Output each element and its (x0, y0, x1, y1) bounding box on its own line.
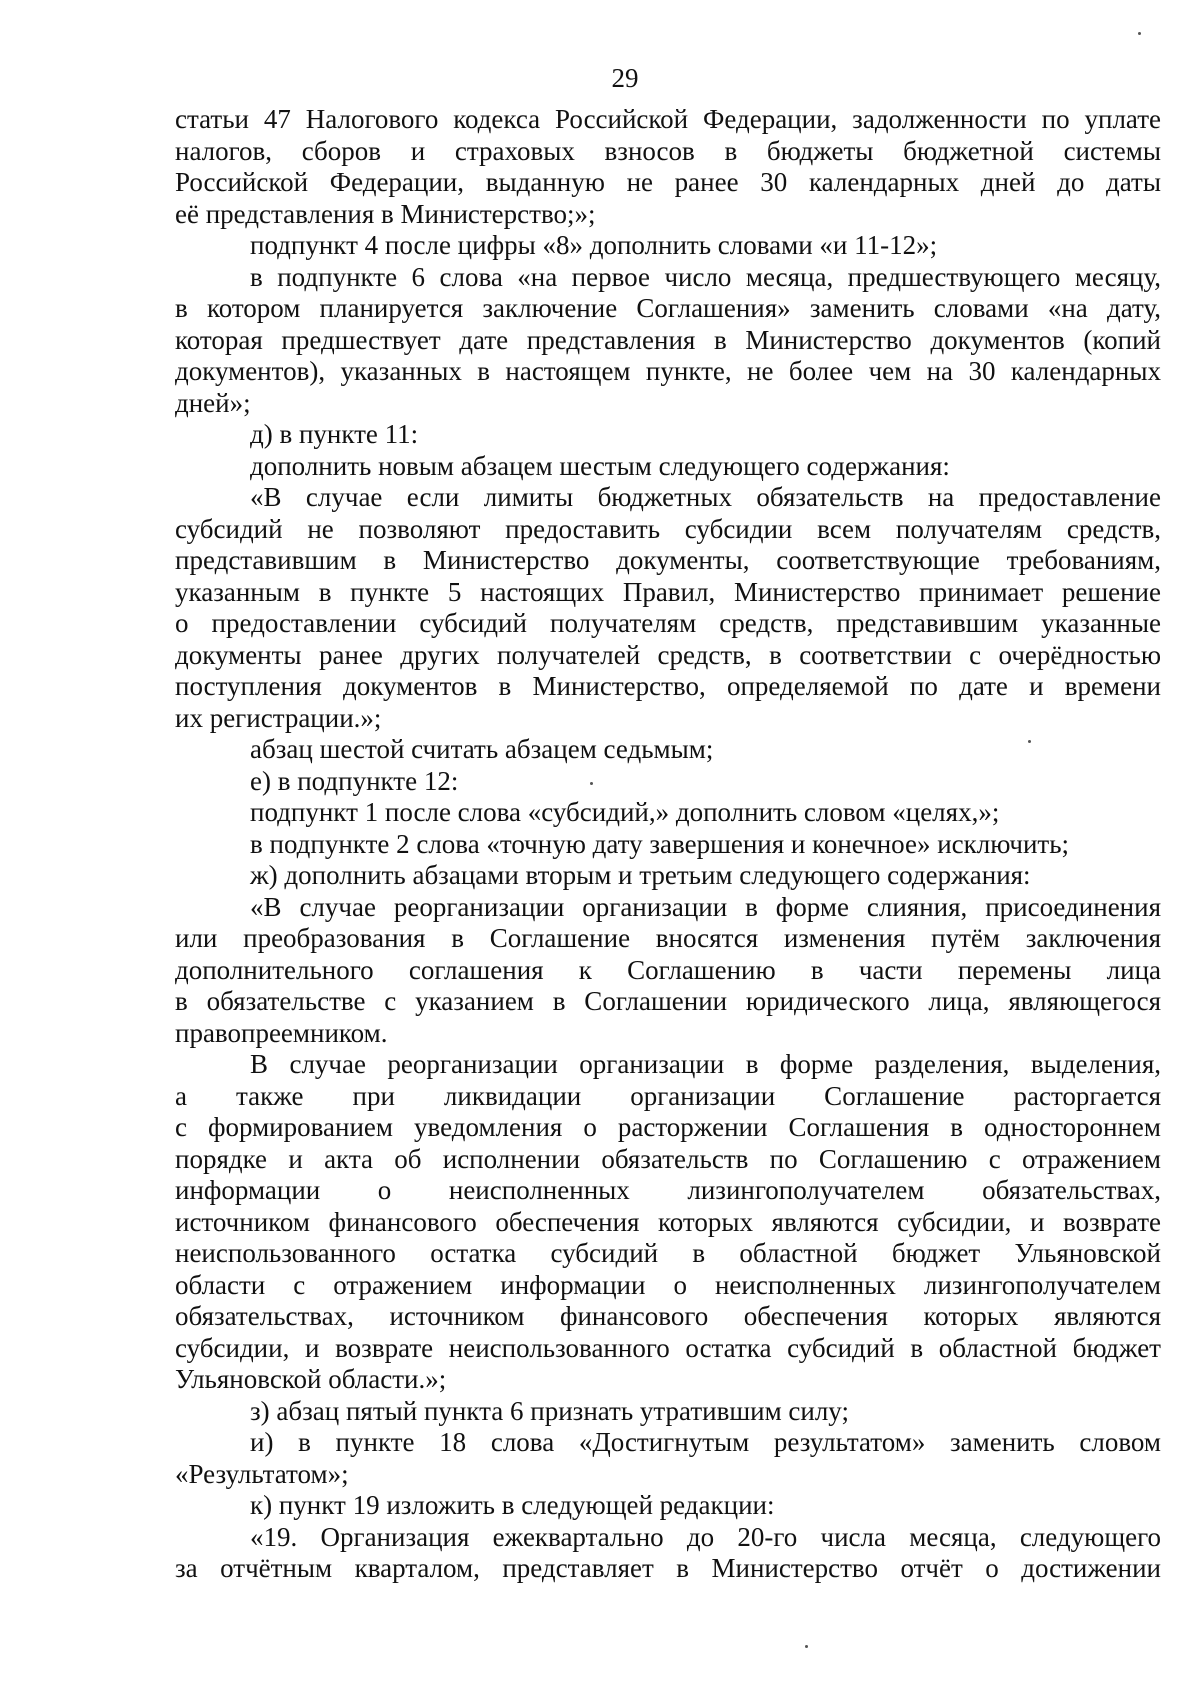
text-line: в обязательстве с указанием в Соглашении юридического лица, являющегося (175, 986, 1161, 1016)
text-line: «19. Организация ежеквартально до 20-го числа месяца, следующего (250, 1521, 1161, 1552)
text-line: дней»; (175, 387, 251, 418)
page-number: 29 (611, 63, 639, 93)
text-line: субсидий не позволяют предоставить субсидии всем получателям средств, (175, 513, 1161, 544)
document-body (175, 104, 1161, 1585)
text-line: д) в пункте 11: (250, 419, 419, 449)
text-line: абзац шестой считать абзацем седьмым; (250, 734, 714, 764)
text-line: порядке и акта об исполнении обязательств по Соглашению с отражением (175, 1143, 1161, 1174)
text-line: указанным в пункте 5 настоящих Правил, Министерство принимает решение (175, 576, 1161, 607)
text-line: е) в подпункте 12: (250, 765, 459, 796)
text-line: о предоставлении субсидий получателям средств, представившим указанные (175, 608, 1161, 638)
text-line: подпункт 1 после слова «субсидий,» дополнить словом «целях,»; (250, 797, 1000, 827)
scan-speck (590, 782, 593, 785)
text-line: субсидии, и возврате неиспользованного остатка субсидий в областной бюджет (175, 1332, 1161, 1363)
text-line: информации о неисполненных лизингополучателем обязательствах, (175, 1175, 1161, 1205)
text-line: налогов, сборов и страховых взносов в бюджеты бюджетной системы (175, 135, 1161, 166)
text-line: «Результатом»; (175, 1458, 349, 1489)
text-line: обязательствах, источником финансового обеспечения которых являются (175, 1301, 1161, 1331)
text-line: правопреемником. (175, 1017, 388, 1048)
text-line: или преобразования в Соглашение вносятся изменения путём заключения (175, 923, 1161, 953)
text-line: документов), указанных в настоящем пункте, не более чем на 30 календарных (175, 356, 1161, 386)
scan-speck (1028, 740, 1031, 743)
text-line: источником финансового обеспечения которых являются субсидии, и возврате (175, 1206, 1161, 1237)
text-line: в котором планируется заключение Соглашения» заменить словами «на дату, (175, 293, 1161, 323)
text-line: с формированием уведомления о расторжении Соглашения в одностороннем (175, 1112, 1161, 1142)
text-line: области с отражением информации о неисполненных лизингополучателем (175, 1269, 1161, 1300)
scan-speck (1138, 32, 1141, 35)
text-line: Российской Федерации, выданную не ранее 30 календарных дней до даты (175, 167, 1161, 197)
text-line: В случае реорганизации организации в форме разделения, выделения, (250, 1049, 1161, 1079)
text-line: подпункт 4 после цифры «8» дополнить словами «и 11-12»; (250, 230, 938, 260)
text-line: ж) дополнить абзацами вторым и третьим следующего содержания: (250, 860, 1031, 890)
text-line: дополнительного соглашения к Соглашению в части перемены лица (175, 954, 1161, 985)
text-line: поступления документов в Министерство, определяемой по дате и времени (175, 671, 1161, 701)
text-line: Ульяновской области.»; (175, 1364, 447, 1394)
text-line: к) пункт 19 изложить в следующей редакции: (250, 1490, 775, 1520)
text-line: «В случае если лимиты бюджетных обязательств на предоставление (250, 482, 1161, 512)
text-line: документы ранее других получателей средств, в соответствии с очерёдностью (175, 639, 1161, 670)
text-line: которая предшествует дате представления в Министерство документов (копий (175, 324, 1161, 355)
scan-speck (805, 1645, 808, 1648)
text-line: в подпункте 6 слова «на первое число месяца, предшествующего месяцу, (250, 261, 1161, 292)
text-line: з) абзац пятый пункта 6 признать утратившим силу; (250, 1395, 849, 1426)
text-line: и) в пункте 18 слова «Достигнутым результатом» заменить словом (250, 1427, 1161, 1457)
text-line: их регистрации.»; (175, 702, 382, 733)
text-line: а также при ликвидации организации Соглашение расторгается (175, 1080, 1161, 1111)
text-line: в подпункте 2 слова «точную дату завершения и конечное» исключить; (250, 828, 1070, 859)
text-line: неиспользованного остатка субсидий в областной бюджет Ульяновской (175, 1238, 1161, 1268)
text-line: представившим в Министерство документы, соответствующие требованиям, (175, 545, 1161, 575)
text-line: за отчётным кварталом, представляет в Министерство отчёт о достижении (175, 1553, 1161, 1583)
text-line: статьи 47 Налогового кодекса Российской Федерации, задолженности по уплате (175, 104, 1161, 134)
text-line: дополнить новым абзацем шестым следующего содержания: (250, 450, 950, 481)
text-line: её представления в Министерство;»; (175, 198, 596, 229)
text-line: «В случае реорганизации организации в форме слияния, присоединения (250, 891, 1161, 922)
